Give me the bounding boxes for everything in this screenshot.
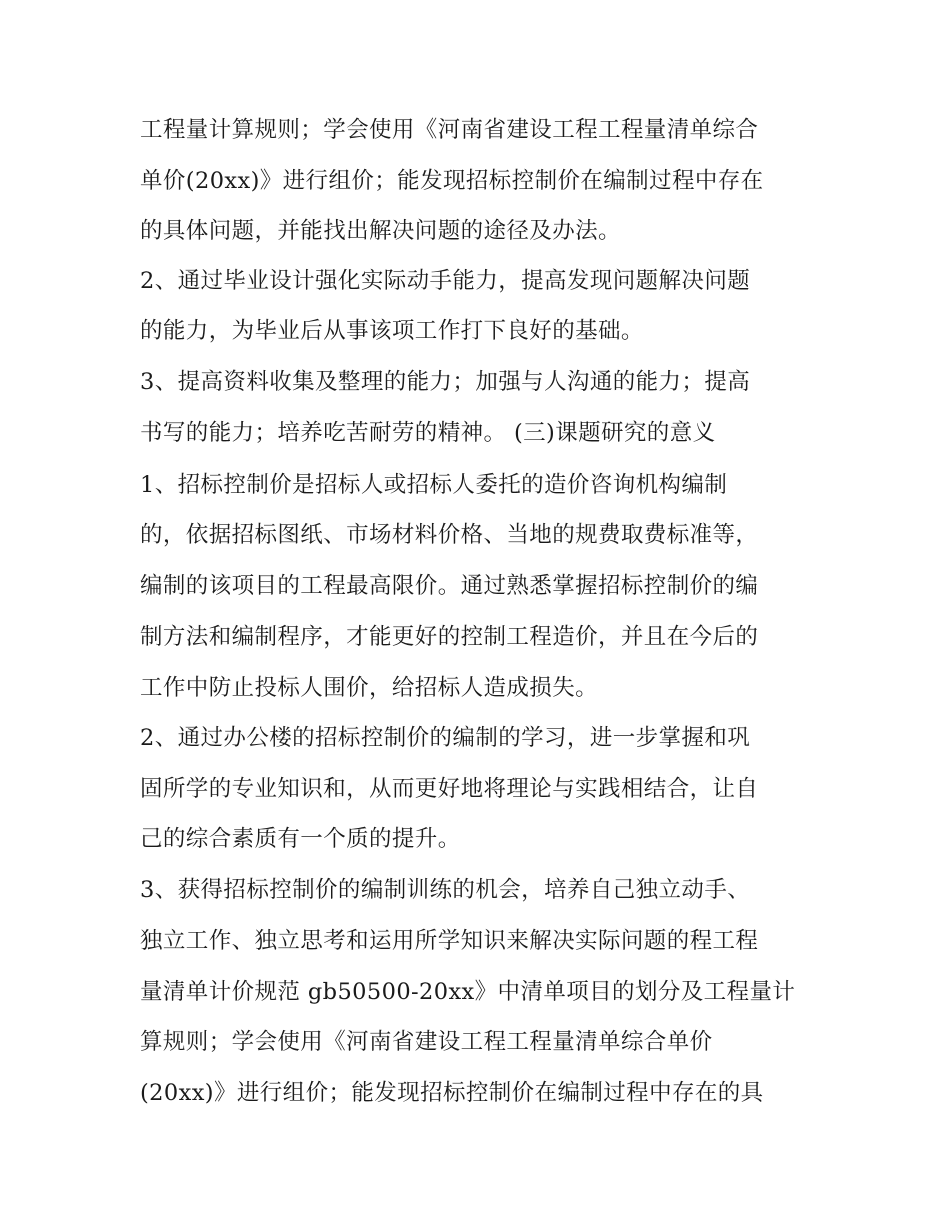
text-line: 制方法和编制程序，才能更好的控制工程造价，并且在今后的 (140, 624, 759, 650)
text-line: 的能力，为毕业后从事该项工作打下良好的基础。 (140, 318, 644, 344)
text-line: 2、通过办公楼的招标控制价的编制的学习，进一步掌握和巩 (140, 725, 751, 751)
text-line: 的具体问题，并能找出解决问题的途径及办法。 (140, 218, 621, 244)
text-line: 3、获得招标控制价的编制训练的机会，培养自己独立动手、 (140, 877, 751, 903)
text-line: 1、招标控制价是招标人或招标人委托的造价咨询机构编制 (140, 472, 728, 498)
text-line: 2、通过毕业设计强化实际动手能力，提高发现问题解决问题 (140, 268, 751, 294)
text-line: 算规则；学会使用《河南省建设工程工程量清单综合单价 (140, 1029, 713, 1055)
text-line: 编制的该项目的工程最高限价。通过熟悉掌握招标控制价的编 (140, 573, 759, 599)
text-line: 工程量计算规则；学会使用《河南省建设工程工程量清单综合 (140, 117, 759, 143)
text-line: 的，依据招标图纸、市场材料价格、当地的规费取费标准等， (140, 522, 759, 548)
text-line: 固所学的专业知识和，从而更好地将理论与实践相结合，让自 (140, 776, 759, 802)
text-line: 工作中防止投标人围价，给招标人造成损失。 (140, 675, 599, 701)
text-line: 量清单计价规范 gb50500-20xx》中清单项目的划分及工程量计 (140, 979, 796, 1005)
text-line: 己的综合素质有一个质的提升。 (140, 826, 461, 852)
text-line: (20xx)》进行组价；能发现招标控制价在编制过程中存在的具 (140, 1080, 764, 1106)
text-line: 书写的能力；培养吃苦耐劳的精神。 (三)课题研究的意义 (140, 420, 716, 446)
text-line: 单价(20xx)》进行组价；能发现招标控制价在编制过程中存在 (140, 168, 764, 194)
text-line: 独立工作、独立思考和运用所学知识来解决实际问题的程工程 (140, 928, 759, 954)
text-line: 3、提高资料收集及整理的能力；加强与人沟通的能力；提高 (140, 369, 751, 395)
